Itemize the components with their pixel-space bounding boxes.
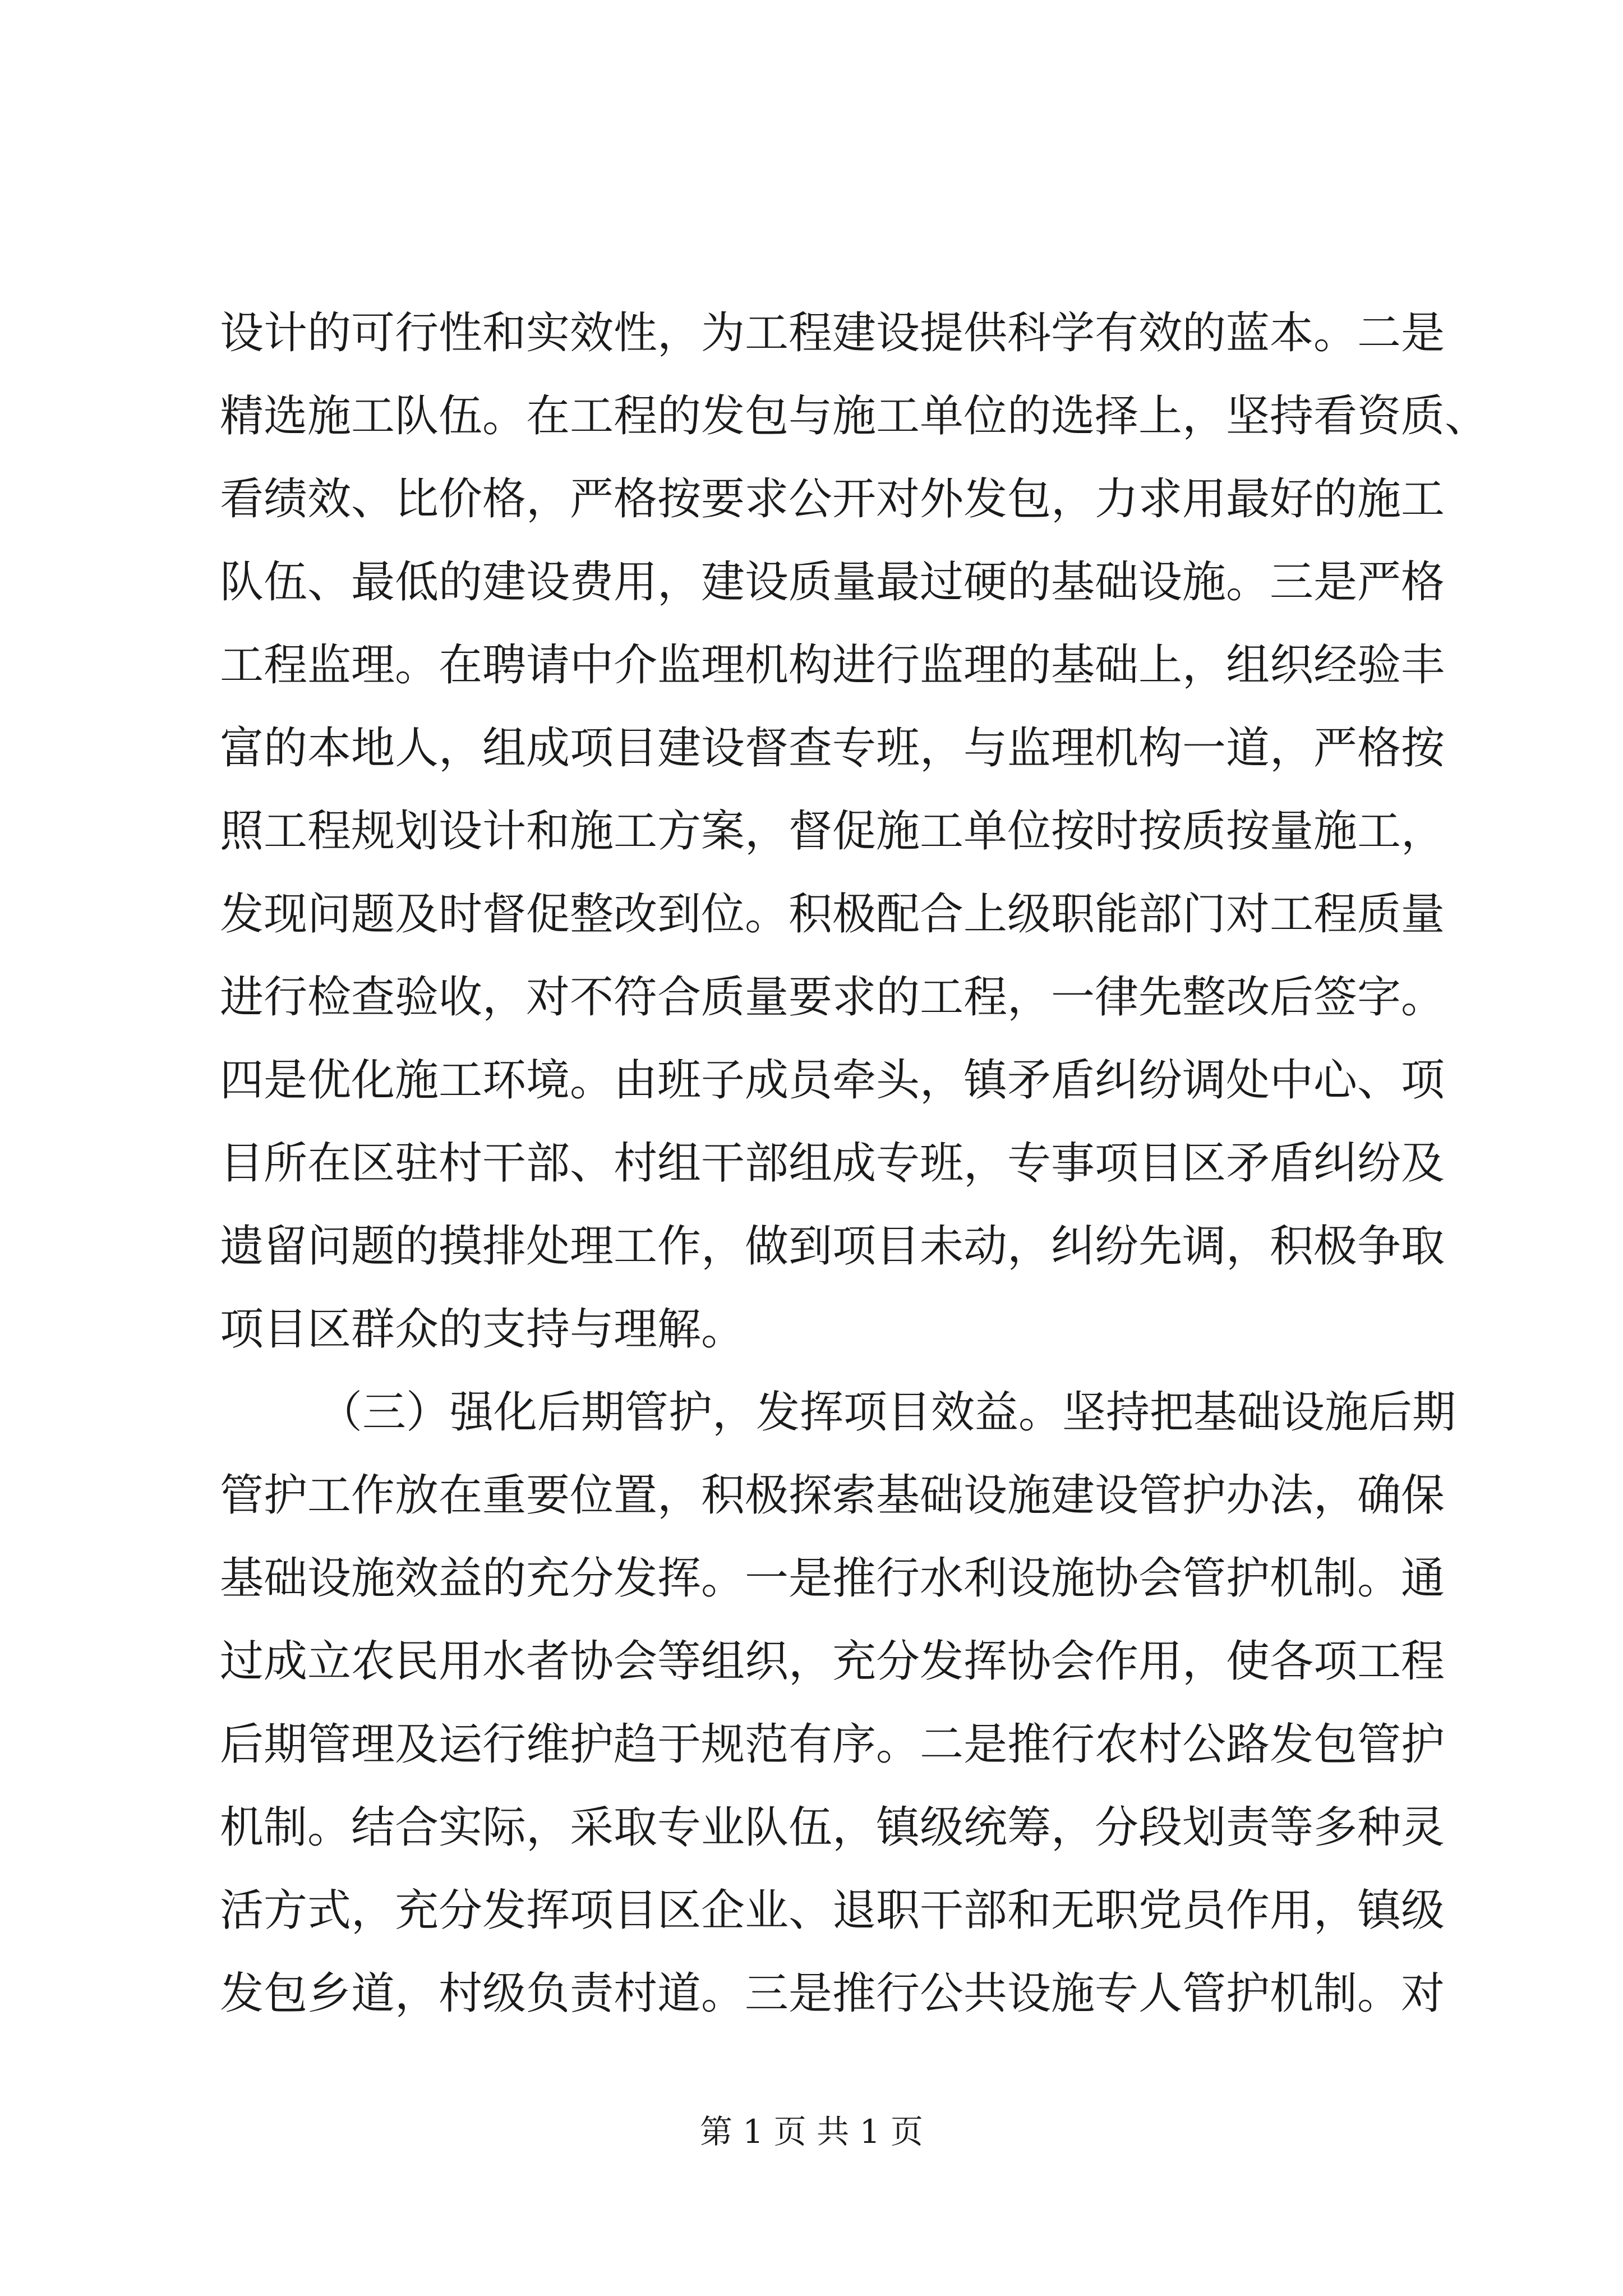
text-line: 富的本地人，组成项目建设督查专班，与监理机构一道，严格按 <box>220 723 1445 774</box>
text-line: 遗留问题的摸排处理工作，做到项目未动，纠纷先调，积极争取 <box>220 1221 1445 1272</box>
page-footer: 第 1 页 共 1 页 <box>700 2113 923 2151</box>
text-line: 机制。结合实际，采取专业队伍，镇级统筹，分段划责等多种灵 <box>220 1802 1445 1853</box>
text-line: 工程监理。在聘请中介监理机构进行监理的基础上，组织经验丰 <box>220 640 1445 691</box>
text-line: 管护工作放在重要位置，积极探索基础设施建设管护办法，确保 <box>220 1470 1445 1521</box>
text-line: 设计的可行性和实效性，为工程建设提供科学有效的蓝本。二是 <box>220 308 1445 358</box>
text-line: 过成立农民用水者协会等组织，充分发挥协会作用，使各项工程 <box>220 1636 1445 1687</box>
text-line: 基础设施效益的充分发挥。一是推行水利设施协会管护机制。通 <box>220 1553 1445 1604</box>
section-heading-line: （三）强化后期管护，发挥项目效益。坚持把基础设施后期 <box>319 1387 1456 1438</box>
text-line: 后期管理及运行维护趋于规范有序。二是推行农村公路发包管护 <box>220 1719 1445 1770</box>
text-line: 照工程规划设计和施工方案，督促施工单位按时按质按量施工， <box>220 806 1445 857</box>
text-line: 进行检查验收，对不符合质量要求的工程，一律先整改后签字。 <box>220 972 1445 1023</box>
text-line: 目所在区驻村干部、村组干部组成专班，专事项目区矛盾纠纷及 <box>220 1138 1445 1189</box>
text-line: 队伍、最低的建设费用，建设质量最过硬的基础设施。三是严格 <box>220 557 1445 608</box>
body-text <box>220 292 1489 2035</box>
text-line: 项目区群众的支持与理解。 <box>220 1304 745 1355</box>
text-line: 精选施工队伍。在工程的发包与施工单位的选择上，坚持看资质、 <box>220 391 1489 441</box>
text-line: 四是优化施工环境。由班子成员牵头，镇矛盾纠纷调处中心、项 <box>220 1055 1445 1106</box>
text-line: 活方式，充分发挥项目区企业、退职干部和无职党员作用，镇级 <box>220 1885 1445 1936</box>
text-line: 看绩效、比价格，严格按要求公开对外发包，力求用最好的施工 <box>220 474 1445 524</box>
text-line: 发现问题及时督促整改到位。积极配合上级职能部门对工程质量 <box>220 889 1445 940</box>
text-line: 发包乡道，村级负责村道。三是推行公共设施专人管护机制。对 <box>220 1968 1445 2019</box>
